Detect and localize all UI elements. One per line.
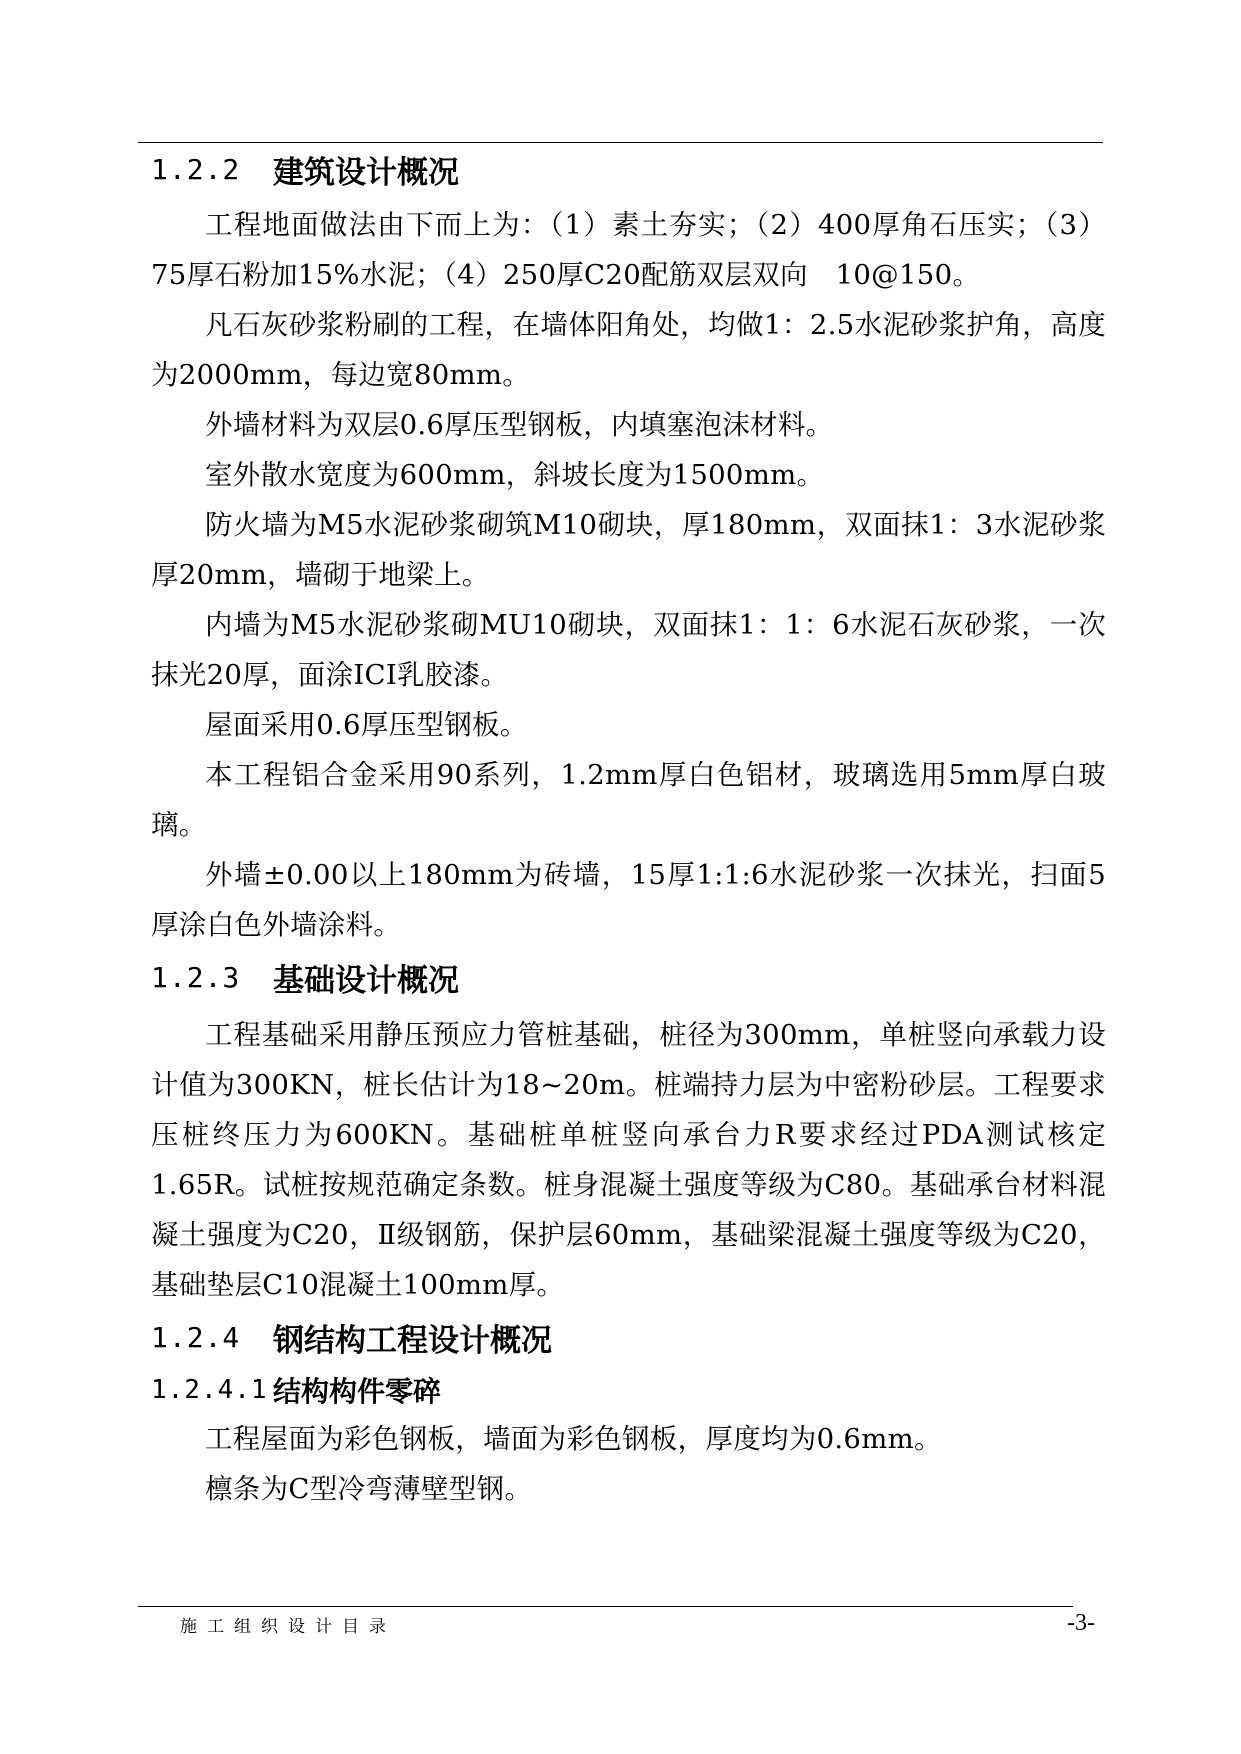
footer-rule — [138, 1606, 1073, 1607]
section-title: 基础设计概况 — [273, 962, 459, 999]
paragraph-floor-construction: 工程地面做法由下而上为：（1）素土夯实；（2）400厚角石压实；（3）75厚石粉加15%水泥；（4）250厚C20配筋双层双向 10@150。 — [151, 209, 1106, 291]
section-number: 1.2.4 — [151, 1320, 241, 1354]
section-heading-1-2-4 — [151, 1312, 1106, 1362]
section-number: 1.2.2 — [151, 152, 241, 186]
paragraph-plaster-corners: 凡石灰砂浆粉刷的工程，在墙体阳角处，均做1：2.5水泥砂浆护角，高度为2000mm，每边宽80mm。 — [151, 309, 1106, 391]
section-number: 1.2.3 — [151, 960, 241, 994]
footer-title: 施工组织设计目录 — [180, 1617, 396, 1637]
page-number: -3- — [1067, 1610, 1095, 1636]
paragraph-purlins: 檩条为C型冷弯薄壁型钢。 — [205, 1473, 533, 1505]
section-number: 1.2.4.1 — [151, 1375, 268, 1405]
section-heading-1-2-2 — [151, 144, 1106, 194]
paragraph-exterior-wall-material: 外墙材料为双层0.6厚压型钢板，内填塞泡沫材料。 — [205, 409, 834, 441]
paragraph-foundation: 工程基础采用静压预应力管桩基础，桩径为300mm，单桩竖向承载力设计值为300KN，桩长估计为18~20m。桩端持力层为中密粉砂层。工程要求压桩终压力为600KN。基础桩单桩竖向承台力R要求经过PDA测试核定1.65R。试桩按规范确定条数。桩身混凝土强度等级为C80。基础承台材料混凝土强度为C20，Ⅱ级钢筋，保护层60mm，基础梁混凝土强度等级为C20，基础垫层C10混凝土100mm厚。 — [151, 1019, 1106, 1301]
section-title: 结构构件零碎 — [273, 1375, 442, 1408]
paragraph-interior-wall: 内墙为M5水泥砂浆砌MU10砌块，双面抹1：1：6水泥石灰砂浆，一次抹光20厚，面涂ICI乳胶漆。 — [151, 609, 1106, 691]
section-title: 建筑设计概况 — [273, 154, 459, 191]
paragraph-firewall: 防火墙为M5水泥砂浆砌筑M10砌块，厚180mm，双面抹1：3水泥砂浆厚20mm，墙砌于地梁上。 — [151, 509, 1106, 591]
section-heading-1-2-3 — [151, 952, 1106, 1002]
paragraph-roof-wall-panels: 工程屋面为彩色钢板，墙面为彩色钢板，厚度均为0.6mm。 — [205, 1423, 942, 1455]
paragraph-apron: 室外散水宽度为600mm，斜坡长度为1500mm。 — [205, 459, 825, 491]
paragraph-aluminum-windows: 本工程铝合金采用90系列，1.2mm厚白色铝材，玻璃选用5mm厚白玻璃。 — [151, 759, 1106, 841]
section-heading-1-2-4-1 — [151, 1366, 1106, 1414]
section-title: 钢结构工程设计概况 — [273, 1322, 552, 1359]
paragraph-brick-wall: 外墙±0.00以上180mm为砖墙，15厚1:1:6水泥砂浆一次抹光，扫面5厚涂白色外墙涂料。 — [151, 859, 1106, 941]
document-body — [151, 142, 1106, 1514]
paragraph-roof: 屋面采用0.6厚压型钢板。 — [205, 709, 528, 741]
